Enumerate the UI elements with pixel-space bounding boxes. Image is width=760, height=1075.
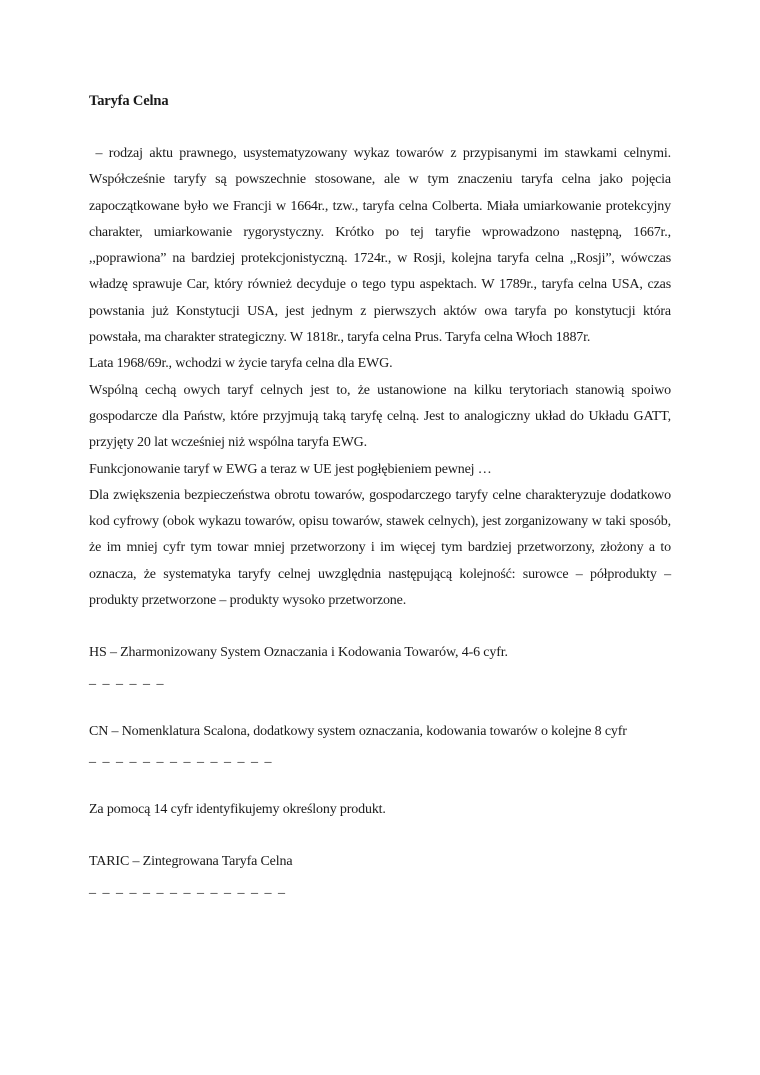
spacer [89, 693, 671, 719]
document-body [89, 88, 671, 902]
document-title: Taryfa Celna [89, 93, 169, 109]
taric-definition: TARIC – Zintegrowana Taryfa Celna [89, 854, 293, 870]
taric-dashes: _ _ _ _ _ _ _ _ _ _ _ _ _ _ _ [89, 880, 287, 896]
spacer [89, 614, 671, 640]
hs-definition: HS – Zharmonizowany System Oznaczania i Kodowania Towarów, 4-6 cyfr. [89, 645, 508, 661]
paragraph-ewg-date: Lata 1968/69r., wchodzi w życie taryfa celna dla EWG. [89, 356, 393, 372]
paragraph-common-feature: Wspólną cechą owych taryf celnych jest to, że ustanowione na kilku terytoriach stanowią spoiwo gospodarcze dla Państw, które przyjmują taką taryfę celną. Jest to analogiczny układ do Układu GATT, przyjęty 20 lat wcześniej niż wspólna taryfa EWG. [89, 382, 671, 451]
paragraph-digital-code: Dla zwiększenia bezpieczeństwa obrotu towarów, gospodarczego taryfy celne charakteryzuje dodatkowo kod cyfrowy (obok wykazu towarów, opisu towarów, stawek celnych), jest zorganizowany w taki sposób, że im mniej cyfr tym towar mniej przetworzony i im więcej tym bardziej przetworzony, złożony a to oznacza, że systematyka taryfy celnej uwzględnia następującą kolejność: surowce – półprodukty – produkty przetworzone – produkty wysoko przetworzone. [89, 487, 671, 609]
paragraph-definition-history: – rodzaj aktu prawnego, usystematyzowany wykaz towarów z przypisanymi im stawkami celnymi. Współcześnie taryfy są powszechnie stosowane, ale w tym znaczeniu taryfa celna jako pojęcia zapoczątkowane było we Francji w 1664r., tzw., taryfa celna Colberta. Miała umiarkowanie protekcyjny charakter, umiarkowanie rygorystyczny. Krótko po tej taryfie wprowadzono następną, 1667r., ,,poprawiona” na bardziej protekcjonistyczną. 1724r., w Rosji, kolejna taryfa celna ,,Rosji”, wówczas władzę sprawuje Car, który również decyduje o tego typu aspektach. W 1789r., taryfa celna USA, czas powstania już Konstytucji USA, jest jednym z pierwszych aktów owa taryfa po konstytucji która powstała, ma charakter strategiczny. W 1818r., taryfa celna Prus. Taryfa celna Włoch 1887r. [89, 146, 671, 346]
spacer [89, 771, 671, 797]
cn-dashes: _ _ _ _ _ _ _ _ _ _ _ _ _ _ [89, 749, 273, 765]
paragraph-ewg-ue: Funkcjonowanie taryf w EWG a teraz w UE jest pogłębieniem pewnej … [89, 461, 492, 477]
cn-definition: CN – Nomenklatura Scalona, dodatkowy system oznaczania, kodowania towarów o kolejne 8 cyfr [89, 723, 627, 739]
spacer [89, 823, 671, 849]
hs-dashes: _ _ _ _ _ _ [89, 671, 165, 687]
summary-line: Za pomocą 14 cyfr identyfikujemy określony produkt. [89, 801, 386, 817]
